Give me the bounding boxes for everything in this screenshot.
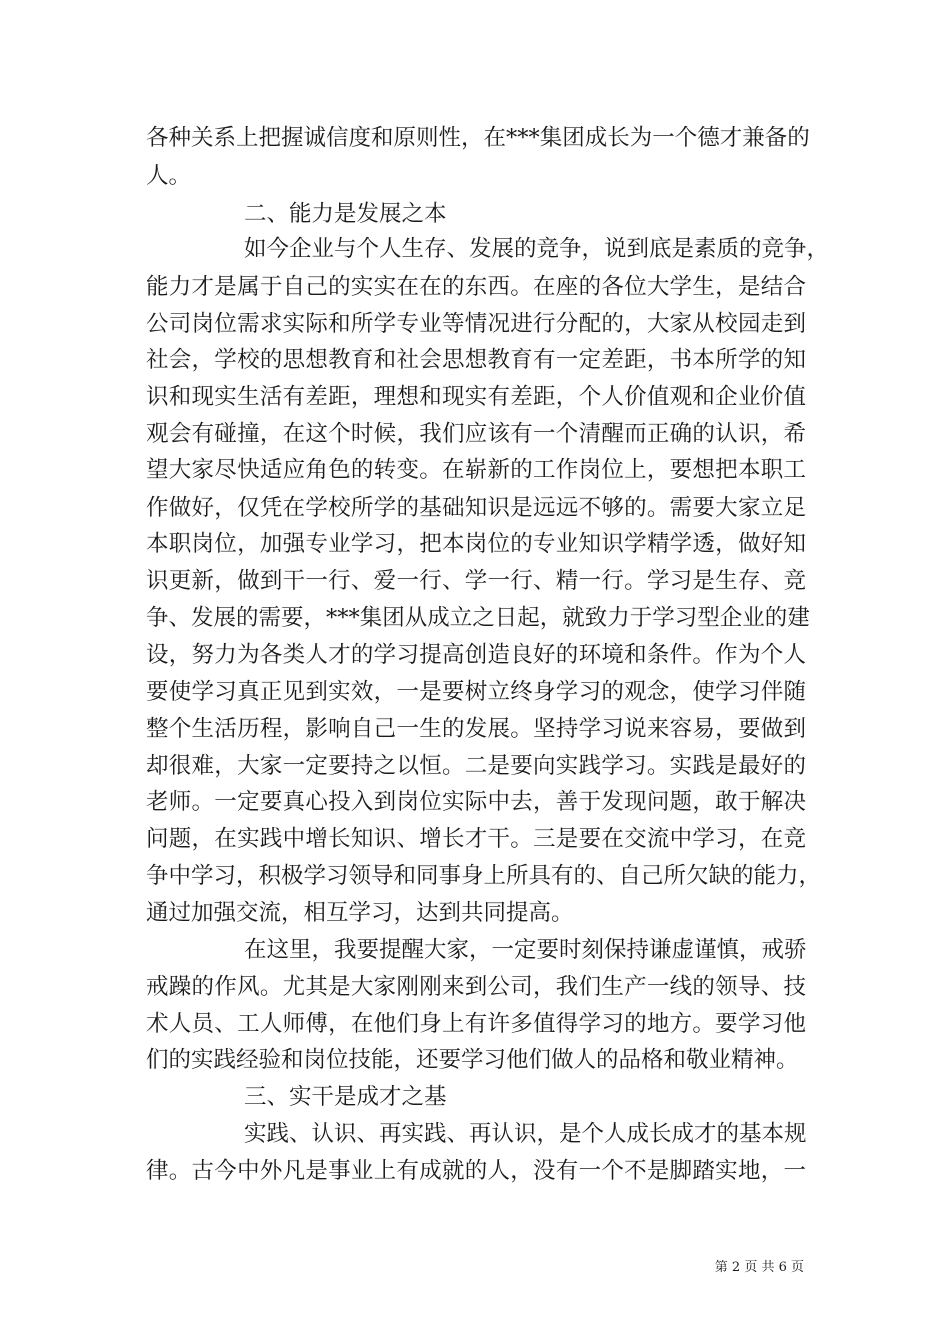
text-line: 识更新，做到干一行、爱一行、学一行、精一行。学习是生存、竞: [146, 568, 806, 594]
text-line: 设，努力为各类人才的学习提高创造良好的环境和条件。作为个人: [146, 642, 806, 668]
text-line: 们的实践经验和岗位技能，还要学习他们做人的品格和敬业精神。: [146, 1047, 799, 1073]
text-line: 争、发展的需要，***集团从成立之日起，就致力于学习型企业的建: [146, 605, 810, 631]
text-line: 能力才是属于自己的实实在在的东西。在座的各位大学生，是结合: [146, 274, 806, 300]
text-line: 术人员、工人师傅，在他们身上有许多值得学习的地方。要学习他: [146, 1011, 806, 1037]
text-line: 要使学习真正见到实效，一是要树立终身学习的观念，使学习伴随: [146, 679, 806, 705]
text-line: 通过加强交流，相互学习，达到共同提高。: [146, 900, 574, 926]
text-line: 老师。一定要真心投入到岗位实际中去，善于发现问题，敢于解决: [146, 789, 806, 815]
text-line: 识和现实生活有差距，理想和现实有差距，个人价值观和企业价值: [146, 384, 806, 410]
text-line: 观会有碰撞，在这个时候，我们应该有一个清醒而正确的认识，希: [146, 421, 806, 447]
text-line: 问题，在实践中增长知识、增长才干。三是要在交流中学习，在竞: [146, 826, 806, 852]
text-line: 却很难，大家一定要持之以恒。二是要向实践学习。实践是最好的: [146, 753, 806, 779]
section-heading: 三、实干是成才之基: [244, 1084, 447, 1110]
text-line: 人。: [146, 163, 192, 189]
text-line: 社会，学校的思想教育和社会思想教育有一定差距，书本所学的知: [146, 347, 806, 373]
text-line: 各种关系上把握诚信度和原则性，在***集团成长为一个德才兼备的: [146, 125, 810, 151]
text-line: 律。古今中外凡是事业上有成就的人，没有一个不是脚踏实地，一: [146, 1158, 806, 1184]
paragraph-first-line: 实践、认识、再实践、再认识，是个人成长成才的基本规: [244, 1121, 807, 1147]
text-line: 戒躁的作风。尤其是大家刚刚来到公司，我们生产一线的领导、技: [146, 974, 806, 1000]
text-line: 作做好，仅凭在学校所学的基础知识是远远不够的。需要大家立足: [146, 495, 806, 521]
section-heading: 二、能力是发展之本: [244, 201, 447, 227]
paragraph-first-line: 如今企业与个人生存、发展的竞争，说到底是素质的竞争，: [244, 236, 830, 262]
paragraph-first-line: 在这里，我要提醒大家，一定要时刻保持谦虚谨慎，戒骄: [244, 937, 807, 963]
text-line: 公司岗位需求实际和所学专业等情况进行分配的，大家从校园走到: [146, 311, 806, 337]
text-line: 整个生活历程，影响自己一生的发展。坚持学习说来容易，要做到: [146, 716, 806, 742]
text-line: 望大家尽快适应角色的转变。在崭新的工作岗位上，要想把本职工: [146, 457, 806, 483]
page-number: 第 2 页 共 6 页: [714, 1260, 804, 1275]
text-line: 争中学习，积极学习领导和同事身上所具有的、自己所欠缺的能力，: [146, 863, 822, 889]
text-line: 本职岗位，加强专业学习，把本岗位的专业知识学精学透，做好知: [146, 531, 806, 557]
